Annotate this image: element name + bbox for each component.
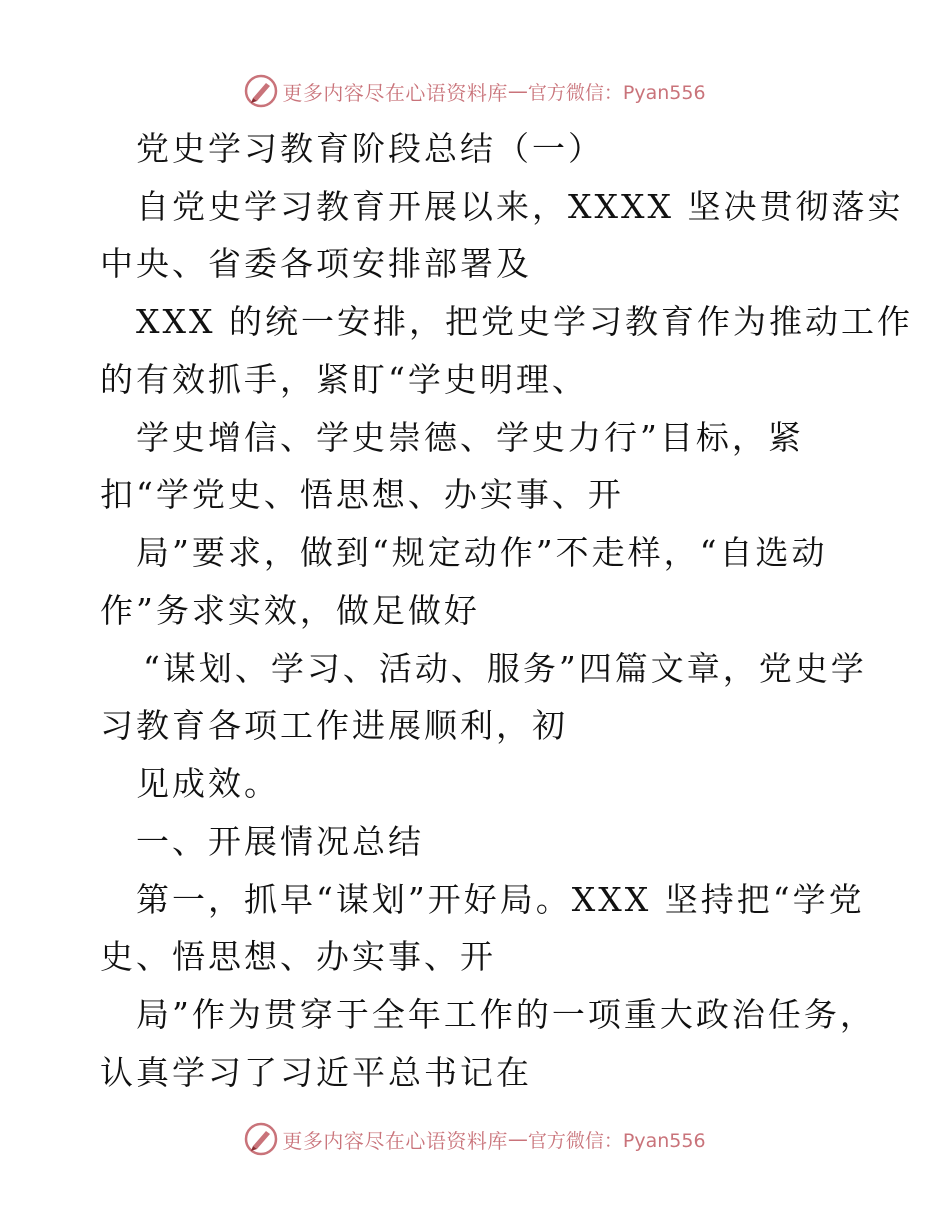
watermark-text: 更多内容尽在心语资料库: [282, 1128, 508, 1153]
paragraph-line: 史、悟思想、办实事、开: [100, 937, 496, 976]
watermark-text: 更多内容尽在心语资料库: [282, 80, 508, 105]
paragraph-line: 的有效抓手，紧盯“学史明理、: [100, 360, 588, 399]
pen-logo-icon: [244, 1122, 278, 1156]
section-heading: 一、开展情况总结: [136, 822, 424, 861]
paragraph-line: 学史增信、学史崇德、学史力行”目标，紧: [136, 418, 804, 457]
watermark-dash: —: [507, 79, 528, 103]
paragraph-line: 习教育各项工作进展顺利，初: [100, 706, 568, 745]
paragraph-line: 认真学习了习近平总书记在: [100, 1053, 532, 1092]
document-title: 党史学习教育阶段总结（一）: [136, 129, 604, 168]
paragraph-line: XXX 的统一安排，把党史学习教育作为推动工作: [136, 302, 913, 341]
paragraph-line: 见成效。: [136, 764, 280, 803]
watermark-official: 官方微信：Pyan556: [527, 81, 706, 104]
watermark-banner-bottom: [0, 1119, 950, 1159]
paragraph-line: 扣“学党史、悟思想、办实事、开: [100, 475, 624, 514]
paragraph-line: 局”要求，做到“规定动作”不走样，“自选动: [136, 533, 828, 572]
paragraph-line: 局”作为贯穿于全年工作的一项重大政治任务，: [136, 995, 876, 1034]
watermark-banner-top: [0, 71, 950, 111]
paragraph-line: 中央、省委各项安排部署及: [100, 244, 532, 283]
paragraph-line: 自党史学习教育开展以来，XXXX 坚决贯彻落实: [136, 187, 904, 226]
watermark-official: 官方微信：Pyan556: [527, 1129, 706, 1152]
watermark-dash: —: [507, 1127, 528, 1151]
paragraph-line: 作”务求实效，做足做好: [100, 591, 480, 630]
pen-logo-icon: [244, 74, 278, 108]
paragraph-line: 第一，抓早“谋划”开好局。XXX 坚持把“学党: [136, 880, 865, 919]
paragraph-line: “谋划、学习、活动、服务”四篇文章，党史学: [143, 649, 867, 688]
